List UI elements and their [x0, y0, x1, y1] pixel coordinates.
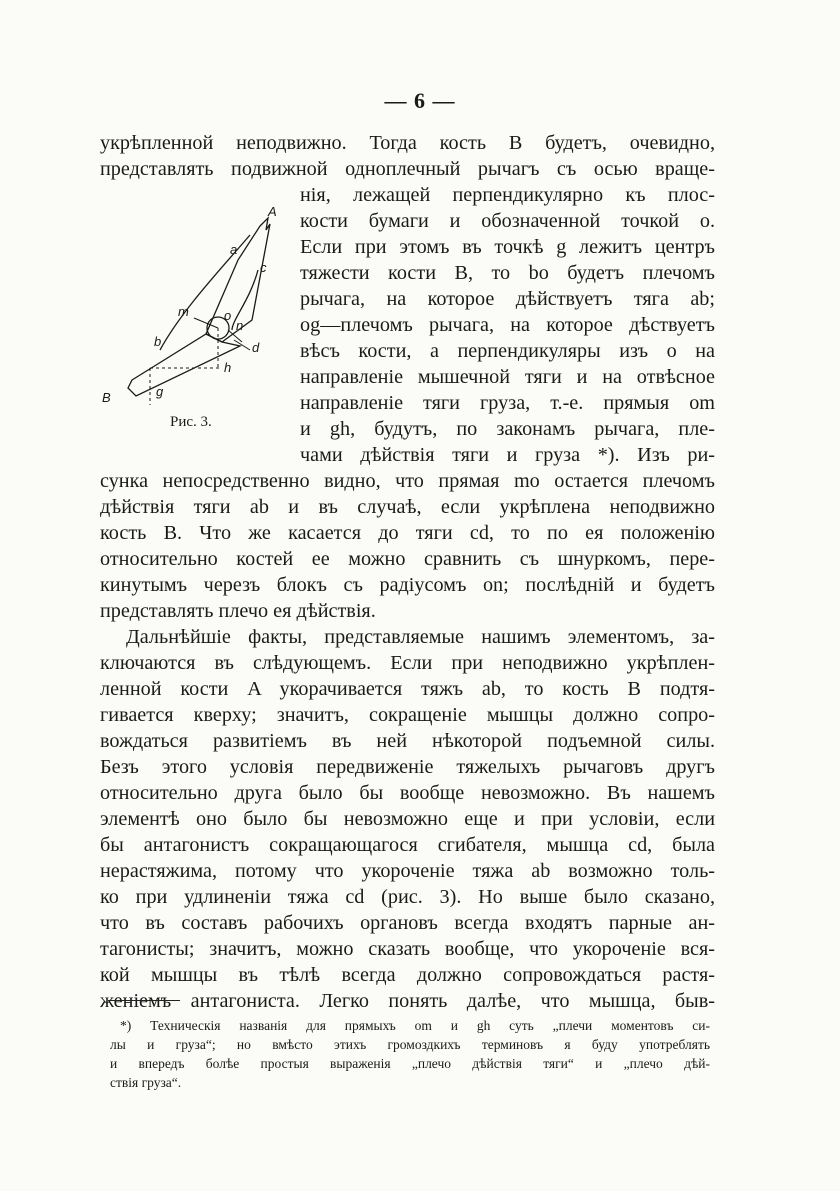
arm-om: [194, 318, 218, 328]
label-a: a: [230, 242, 238, 257]
text-line: Если при этомъ въ точкѣ g лежитъ центръ: [300, 236, 715, 258]
text-line: тагонисты; значитъ, можно сказать вообще, что укороченіе вся-: [100, 938, 715, 960]
text-line: вождаться развитіемъ въ ней нѣкоторой подъемной силы.: [100, 730, 715, 752]
text-line: ленной кости A укорачивается тяжъ ab, то кость B подтя-: [100, 678, 715, 700]
text-line: кой мышцы въ тѣлѣ всегда должно сопровождаться растя-: [100, 964, 715, 986]
text-line: элементѣ оно было бы невозможно еще и при условіи, если: [100, 808, 715, 830]
label-o: o: [224, 308, 232, 323]
figure-caption: Рис. 3.: [170, 414, 212, 430]
text-line: что въ составъ рабочихъ органовъ всегда входятъ парные ан-: [100, 912, 715, 934]
text-line: вѣсъ кости, а перпендикуляры изъ o на: [300, 340, 715, 362]
text-line: сунка непосредственно видно, что прямая mo остается плечомъ: [100, 470, 715, 492]
text-line: нія, лежащей перпендикулярно къ плос-: [300, 184, 715, 206]
footnote-line: лы и груза“; но вмѣсто этихъ громоздкихъ терминовъ я буду употреблять: [110, 1037, 710, 1052]
text-line: укрѣпленной неподвижно. Тогда кость B будетъ, очевидно,: [100, 132, 715, 154]
text-line: рычага, на которое дѣйствуетъ тяга ab;: [300, 288, 715, 310]
text-line: чами дѣйствія тяги и груза *). Изъ ри-: [300, 444, 715, 466]
label-n: n: [236, 318, 244, 333]
text-line: кость B. Что же касается до тяги cd, то по ея положенію: [100, 522, 715, 544]
lever-diagram: [102, 200, 300, 435]
text-line: кинутымъ черезъ блокъ съ радіусомъ on; послѣдній и будетъ: [100, 574, 715, 596]
text-line: и gh, будутъ, по законамъ рычага, пле-: [300, 418, 715, 440]
label-m: m: [178, 304, 189, 319]
text-line: направленіе мышечной тяги и на отвѣсное: [300, 366, 715, 388]
text-line: представлять подвижной одноплечный рычагъ съ осью враще-: [100, 158, 715, 180]
text-line: ко при удлиненіи тяжа cd (рис. 3). Но выше было сказано,: [100, 886, 715, 908]
text-line: относительно друга было бы вообще невозможно. Въ нашемъ: [100, 782, 715, 804]
text-line: представлять плечо ея дѣйствія.: [100, 600, 376, 622]
footnote-line: ствія груза“.: [110, 1075, 182, 1090]
text-line: бы антагонистъ сокращающагося сгибателя, мышца cd, была: [100, 834, 715, 856]
label-g: g: [156, 384, 164, 399]
footnote-rule: [108, 1000, 180, 1001]
lever-diagram-drawing: [110, 200, 300, 435]
label-b-upper: B: [102, 390, 111, 405]
text-line: кости бумаги и обозначенной точкой o.: [300, 210, 715, 232]
text-line: направленіе тяги груза, т.-е. прямыя om: [300, 392, 715, 414]
label-c: c: [260, 260, 267, 275]
text-line: Дальнѣйшіе факты, представляемые нашимъ элементомъ, за-: [126, 626, 715, 648]
text-line: ключаются въ слѣдующемъ. Если при неподвижно укрѣплен-: [100, 652, 715, 674]
text-line: гивается кверху; значитъ, сокращеніе мышцы должно сопро-: [100, 704, 715, 726]
label-b: b: [154, 334, 162, 349]
footnote-line: и впередъ болѣе простыя выраженія „плечо дѣйствія тяги“ и „плечо дѣй-: [110, 1056, 710, 1071]
page-number: — 6 —: [384, 88, 456, 113]
footnote-line: *) Техническія названія для прямыхъ om и gh суть „плечи моментовъ си-: [120, 1018, 710, 1033]
text-line: относительно костей ее можно сравнить съ шнуркомъ, пере-: [100, 548, 715, 570]
text-line: дѣйствія тяги ab и въ случаѣ, если укрѣплена неподвижно: [100, 496, 715, 518]
label-a-upper: A: [268, 204, 277, 219]
text-line: Безъ этого условія передвиженіе тяжелыхъ рычаговъ другъ: [100, 756, 715, 778]
text-line: нерастяжима, потому что укороченіе тяжа ab возможно толь-: [100, 860, 715, 882]
label-d: d: [252, 340, 260, 355]
text-line: женіемъ антагониста. Легко понять далѣе, что мышца, быв-: [100, 990, 715, 1012]
label-h: h: [224, 360, 232, 375]
text-line: og—плечомъ рычага, на которое дѣствуетъ: [300, 314, 715, 336]
text-line: тяжести кости B, то bo будетъ плечомъ: [300, 262, 715, 284]
